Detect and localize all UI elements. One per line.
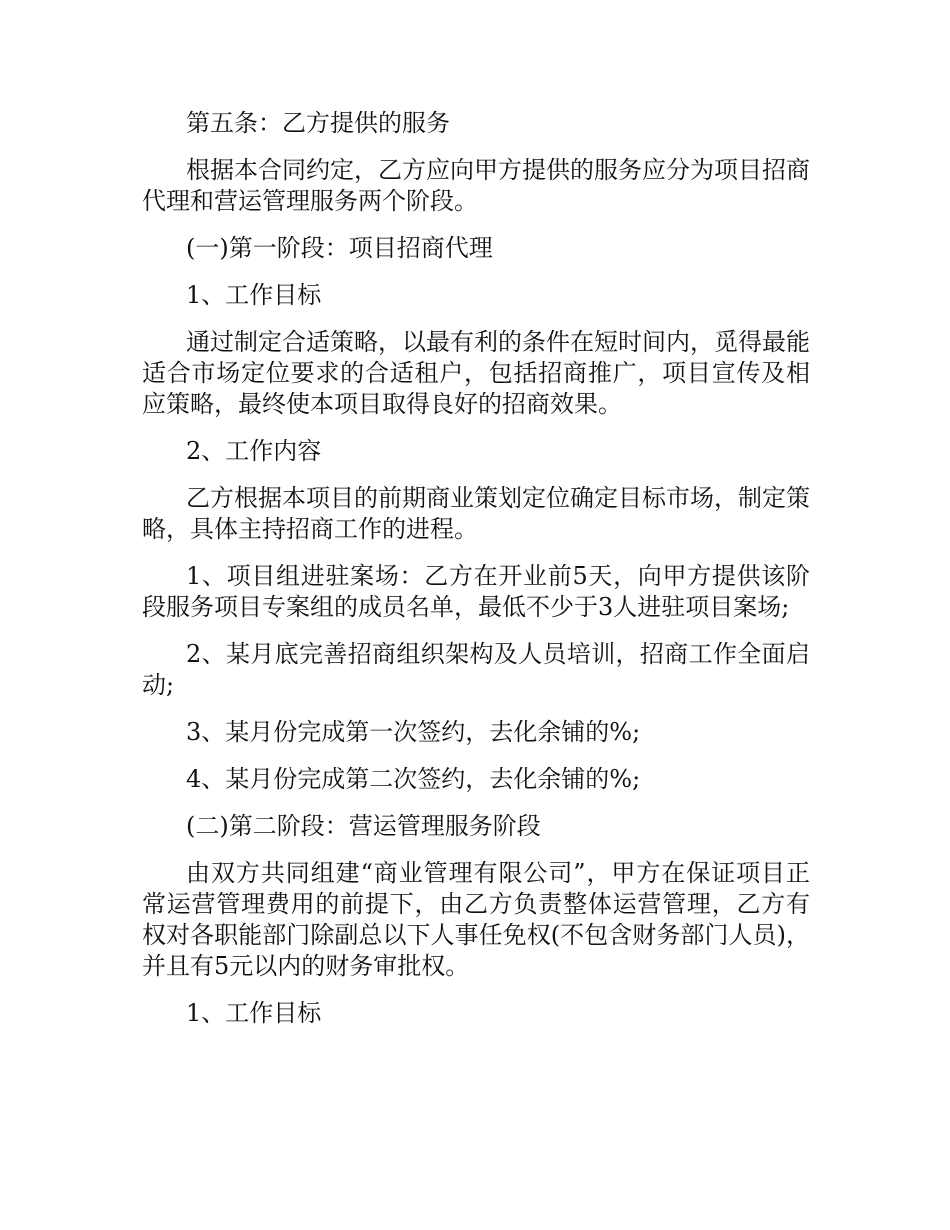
list-item-second-signing: 4、某月份完成第二次签约，去化余铺的%; — [186, 765, 641, 793]
section-heading-stage-two: (二)第二阶段：营运管理服务阶段 — [186, 812, 541, 840]
list-item-org-structure: 2、某月底完善招商组织架构及人员培训，招商工作全面启动; — [142, 640, 810, 699]
list-item-team-onsite: 1、项目组进驻案场：乙方在开业前5天，向甲方提供该阶段服务项目专案组的成员名单，最低不少于3人进驻项目案场; — [142, 562, 810, 621]
paragraph-operations-management: 由双方共同组建“商业管理有限公司”，甲方在保证项目正常运营管理费用的前提下，由乙方负责整体运营管理，乙方有权对各职能部门除副总以下人事任免权(不包含财务部门人员)，并且有5元以内的财务审批权。 — [142, 859, 810, 980]
subheading-work-content: 2、工作内容 — [186, 437, 322, 465]
article-heading: 第五条：乙方提供的服务 — [186, 109, 450, 137]
subheading-work-goal-2: 1、工作目标 — [186, 999, 322, 1027]
list-item-first-signing: 3、某月份完成第一次签约，去化余铺的%; — [186, 718, 641, 746]
document-body — [142, 108, 810, 1045]
paragraph-work-content: 乙方根据本项目的前期商业策划定位确定目标市场，制定策略，具体主持招商工作的进程。 — [142, 484, 810, 543]
paragraph-work-goal: 通过制定合适策略，以最有利的条件在短时间内，觅得最能适合市场定位要求的合适租户，包括招商推广，项目宣传及相应策略，最终使本项目取得良好的招商效果。 — [142, 328, 810, 418]
subheading-work-goal: 1、工作目标 — [186, 281, 322, 309]
paragraph-service-stages: 根据本合同约定，乙方应向甲方提供的服务应分为项目招商代理和营运管理服务两个阶段。 — [142, 156, 810, 215]
section-heading-stage-one: (一)第一阶段：项目招商代理 — [186, 234, 493, 262]
